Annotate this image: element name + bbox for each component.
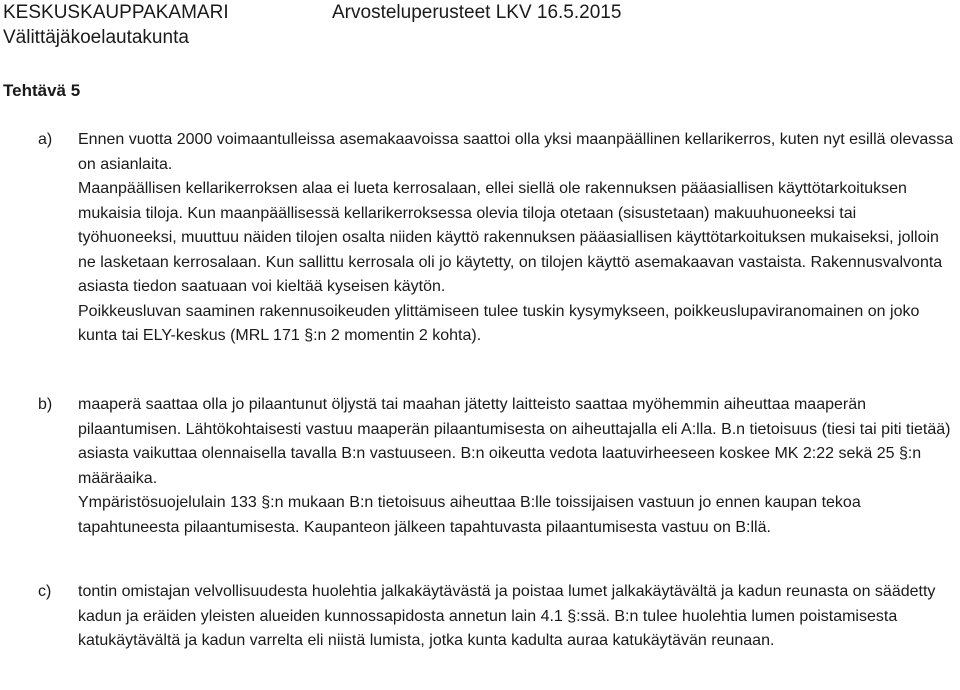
criteria-title: Arvosteluperusteet LKV 16.5.2015 bbox=[332, 2, 622, 23]
organization-name: KESKUSKAUPPAKAMARI bbox=[3, 2, 229, 23]
item-paragraph: Maanpäällisen kellarikerroksen alaa ei lueta kerrosalaan, ellei siellä ole rakennuksen pääasiallisen käyttötarkoituksen mukaisia tiloja. Kun maanpäällisessä kellarikerroksessa olevia tiloja otetaan (sisustetaan) makuuhuoneeksi tai työhuoneeksi, muuttuu näiden tilojen osalta niiden käyttö rakennuksen pääasiallisen käyttötarkoituksen mukaiseksi, jolloin ne lasketaan kerrosalaan. Kun sallittu kerrosala oli jo käytetty, on tilojen käyttö asemakaavan vastaista. Rakennusvalvonta asiasta tiedon saatuaan voi kieltää kyseisen käytön. bbox=[78, 180, 943, 295]
item-paragraph: Ympäristösuojelulain 133 §:n mukaan B:n tietoisuus aiheuttaa B:lle toissijaisen vastuun jo ennen kaupan tekoa tapahtuneesta pilaantumisesta. Kaupanteon jälkeen tapahtuvasta pilaantumisesta vastuu on B:llä. bbox=[78, 494, 861, 536]
item-paragraph: Ennen vuotta 2000 voimaantulleissa asemakaavoissa saattoi olla yksi maanpäällinen kellarikerros, kuten nyt esillä olevassa on asianlaita. bbox=[78, 131, 954, 173]
item-label: b) bbox=[38, 396, 53, 413]
item-label: a) bbox=[38, 131, 53, 148]
committee-name: Välittäjäkoelautakunta bbox=[3, 27, 189, 48]
item-paragraph: tontin omistajan velvollisuudesta huolehtia jalkakäytävästä ja poistaa lumet jalkakäytävältä ja kadun reunasta on säädetty kadun ja eräiden yleisten alueiden kunnossapidosta annetun lain 4.1 §:ssä. B:n tulee huolehtia lumen poistamisesta katukäytävältä ja kadun varrelta eli niistä lumista, jotka kunta kadulta auraa katukäytävän reunaan. bbox=[78, 583, 936, 649]
item-paragraph: Poikkeusluvan saaminen rakennusoikeuden ylittämiseen tulee tuskin kysymykseen, poikkeuslupaviranomainen on joko kunta tai ELY-keskus (MRL 171 §:n 2 momentin 2 kohta). bbox=[78, 302, 920, 344]
item-body bbox=[78, 580, 958, 654]
document-header bbox=[3, 0, 943, 50]
item-body bbox=[78, 128, 958, 349]
task-title: Tehtävä 5 bbox=[3, 81, 81, 100]
item-body bbox=[78, 393, 958, 540]
item-label: c) bbox=[38, 583, 52, 600]
item-paragraph: maaperä saattaa olla jo pilaantunut öljystä tai maahan jätetty laitteisto saattaa myöhemmin aiheuttaa maaperän pilaantumisen. Lähtökohtaisesti vastuu maaperän pilaantumisesta on aiheuttajalla eli A:lla. B.n tietoisuus (tiesi tai piti tietää) asiasta vaikuttaa olennaisella tavalla B:n vastuuseen. B:n oikeutta vedota laatuvirheeseen koskee MK 2:22 sekä 25 §:n määräaika. bbox=[78, 396, 951, 487]
